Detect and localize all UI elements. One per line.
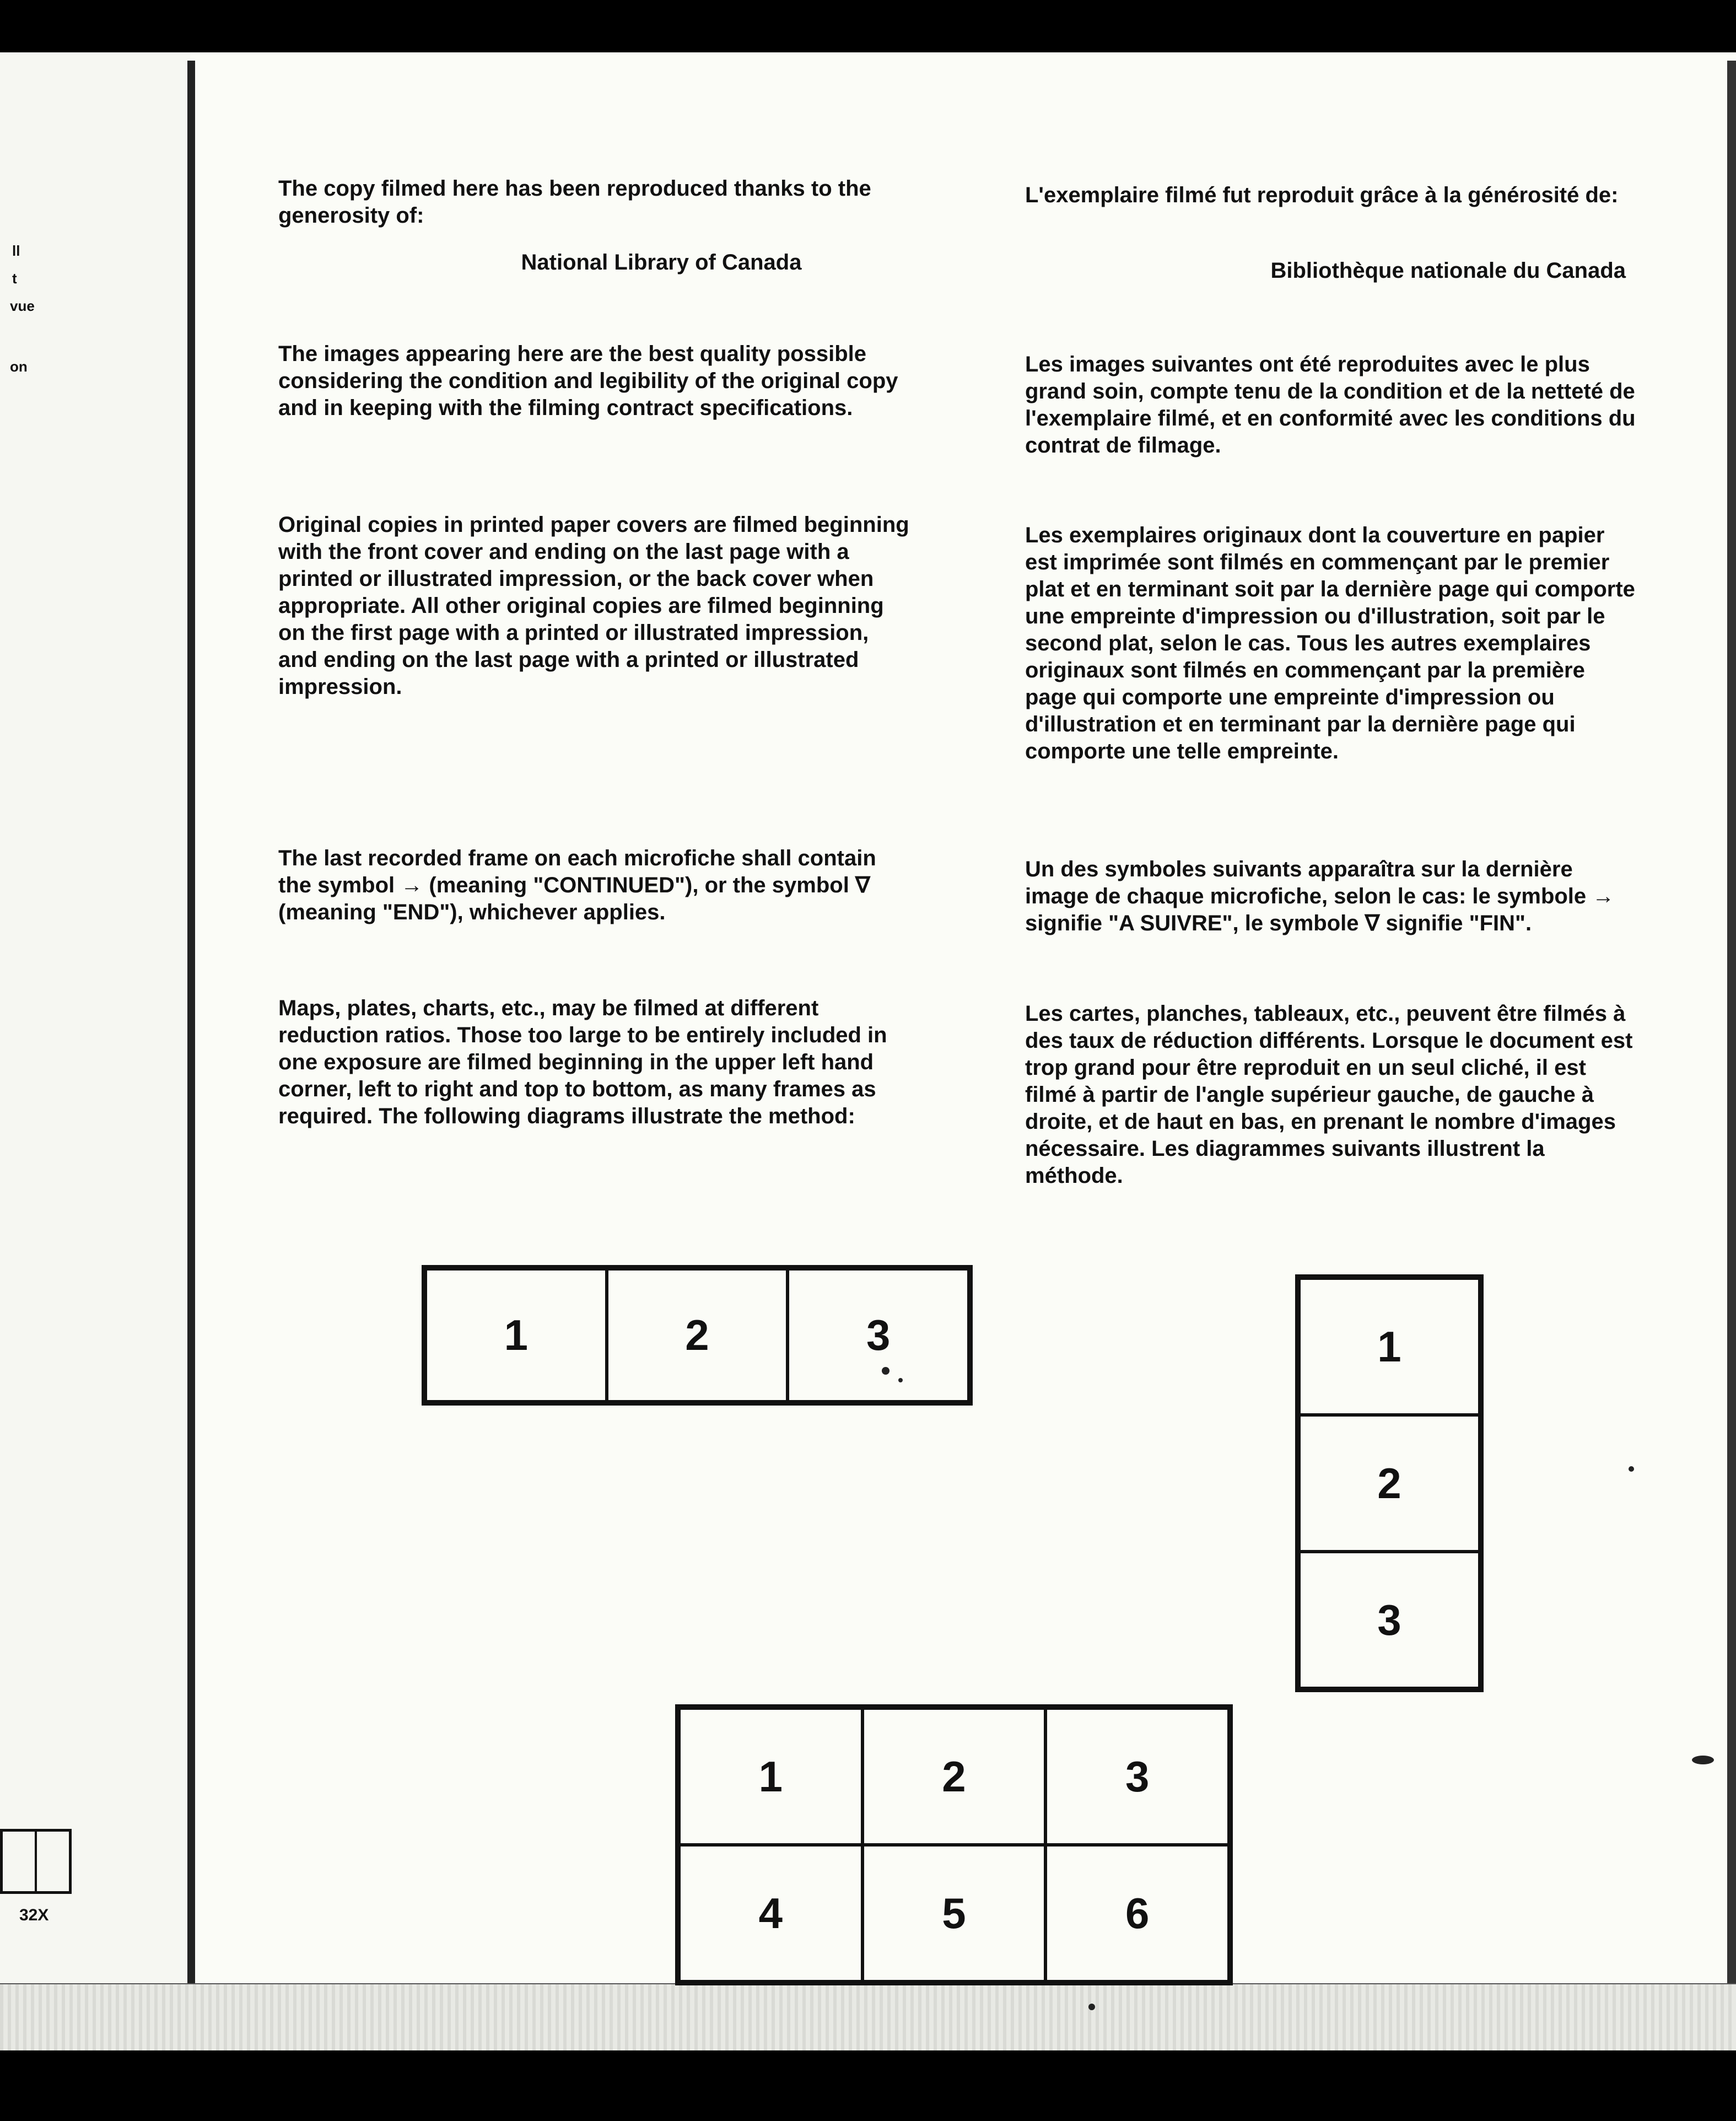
continued-arrow-icon: → (401, 873, 423, 897)
frame-cell: 2 (607, 1269, 788, 1402)
grid-frames-diagram (675, 1704, 1233, 1985)
vertical-frames-diagram (1295, 1274, 1484, 1692)
english-quality-text: The images appearing here are the best quality possible considering the condition and legibility of the original copy and in keeping with the filming contract specifications. (278, 342, 898, 420)
film-speck (898, 1378, 903, 1382)
frame-cell: 3 (1299, 1552, 1480, 1688)
frame-cell: 5 (862, 1845, 1046, 1982)
film-speck (1629, 1466, 1634, 1472)
adjacent-page-strip (0, 52, 190, 2050)
scale-label: 32X (19, 1906, 49, 1924)
english-symbols-paragraph (278, 845, 912, 926)
frame-cell: 3 (1045, 1708, 1229, 1845)
frame-cell: 6 (1045, 1845, 1229, 1982)
film-speck (1088, 2004, 1095, 2010)
continued-arrow-icon: → (1592, 884, 1615, 908)
english-maps-paragraph (278, 995, 912, 1130)
page-divider (187, 61, 195, 2045)
french-covers-paragraph (1025, 522, 1637, 765)
french-symbols-text-c: signifie "FIN". (1385, 911, 1532, 935)
scale-box (0, 1829, 72, 1894)
film-speck (1692, 1756, 1714, 1764)
french-credit-paragraph (1025, 182, 1637, 209)
film-speck (882, 1367, 889, 1375)
french-credit-text: L'exemplaire filmé fut reproduit grâce à la générosité de: (1025, 183, 1619, 207)
frame-cell: 1 (425, 1269, 607, 1402)
french-symbols-text-b: signifie "A SUIVRE", le symbole (1025, 911, 1359, 935)
english-credit-text: The copy filmed here has been reproduced thanks to the generosity of: (278, 176, 871, 228)
english-symbols-text-a: The last recorded frame on each microfiche shall contain the symbol (278, 846, 876, 897)
english-symbols-text-c: (meaning "END"), whichever applies. (278, 900, 666, 924)
end-triangle-icon: ∇ (1365, 911, 1380, 935)
film-edge-band (0, 1984, 1736, 2050)
english-institution: National Library of Canada (521, 250, 802, 274)
end-triangle-icon: ∇ (855, 873, 870, 897)
horizontal-frames-diagram (422, 1265, 973, 1406)
english-quality-paragraph (278, 341, 912, 422)
frame-cell: 2 (1299, 1415, 1480, 1552)
frame-cell: 1 (679, 1708, 862, 1845)
strip-fragment: vue (10, 298, 35, 314)
english-symbols-text-b: (meaning "CONTINUED"), or the symbol (429, 873, 849, 897)
french-maps-paragraph (1025, 1000, 1637, 1189)
french-quality-paragraph (1025, 351, 1637, 459)
frame-cell: 2 (862, 1708, 1046, 1845)
right-edge (1727, 61, 1736, 2050)
strip-fragment: on (10, 358, 28, 375)
english-maps-text: Maps, plates, charts, etc., may be filmed at different reduction ratios. Those too large to be entirely included in one exposure are filmed beginning in the upper left hand corner, left to right and top to bottom, as many frames as required. The following diagrams illustrate the method: (278, 996, 887, 1128)
english-covers-text: Original copies in printed paper covers are filmed beginning with the front cover and ending on the last page with a printed or illustrated impression, or the back cover when appropriate. All other original copies are filmed beginning on the first page with a printed or illustrated impression, and ending on the last page with a printed or illustrated impression. (278, 513, 909, 699)
french-symbols-paragraph (1025, 856, 1637, 937)
english-credit-paragraph (278, 175, 912, 229)
english-covers-paragraph (278, 512, 912, 701)
strip-fragment: ll (12, 243, 20, 259)
frame-cell: 4 (679, 1845, 862, 1982)
frame-cell: 1 (1299, 1278, 1480, 1415)
french-institution: Bibliothèque nationale du Canada (1270, 259, 1626, 283)
strip-fragment: t (12, 270, 17, 287)
french-symbols-text-a: Un des symboles suivants apparaîtra sur la dernière image de chaque microfiche, selon le cas: le symbole (1025, 857, 1587, 908)
french-covers-text: Les exemplaires originaux dont la couverture en papier est imprimée sont filmés en commençant par le premier plat et en terminant soit par la dernière page qui comporte une empreinte d'impression ou d'illustration, soit par le second plat, selon le cas. Tous les autres exemplaires originaux sont filmés en commençant par la première page qui comporte une empreinte d'impression ou d'illustration et en terminant par la dernière page qui comporte une telle empreinte. (1025, 523, 1635, 763)
french-maps-text: Les cartes, planches, tableaux, etc., peuvent être filmés à des taux de réduction différents. Lorsque le document est trop grand pour être reproduit en un seul cliché, il est filmé à partir de l'angle supérieur gauche, de gauche à droite, et de haut en bas, en prenant le nombre d'images nécessaire. Les diagrammes suivants illustrent la méthode. (1025, 1002, 1633, 1188)
french-quality-text: Les images suivantes ont été reproduites avec le plus grand soin, compte tenu de la condition et de la netteté de l'exemplaire filmé, et en conformité avec les conditions du contrat de filmage. (1025, 352, 1636, 457)
frame-cell: 3 (788, 1269, 969, 1402)
